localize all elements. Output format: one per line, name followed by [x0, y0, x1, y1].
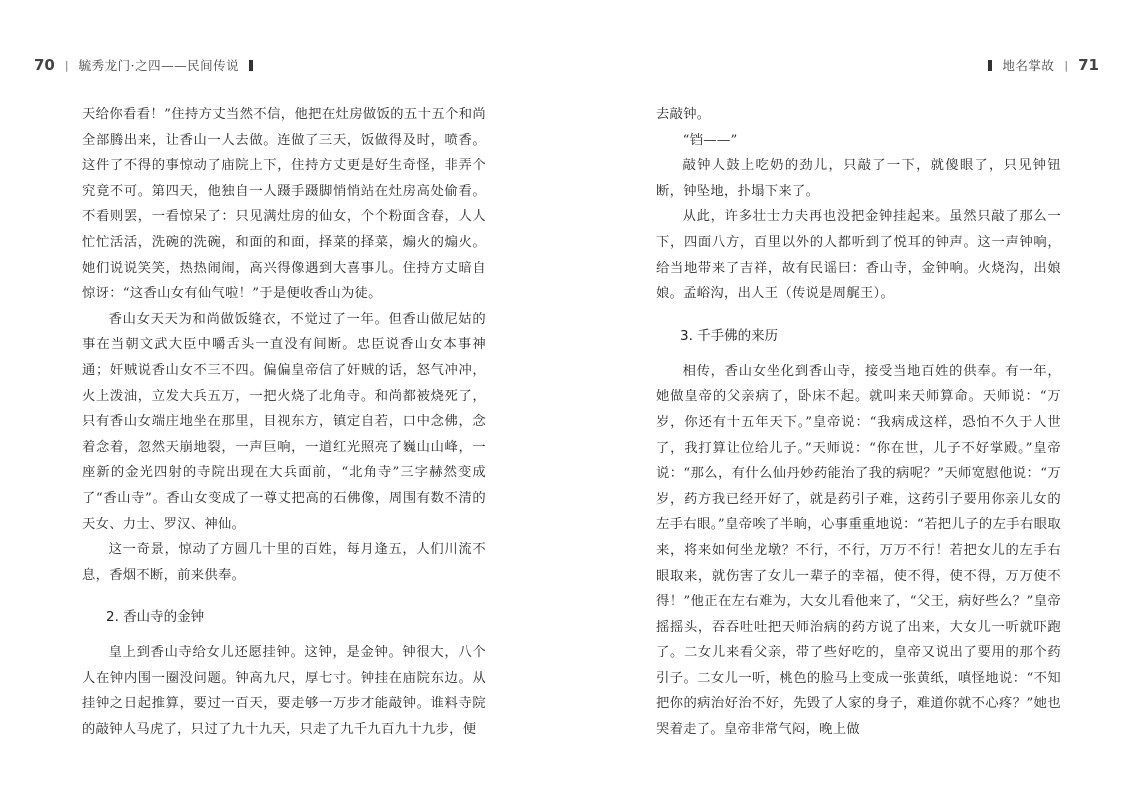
section-heading: 2. 香山寺的金钟: [106, 609, 205, 626]
section-heading: 3. 千手佛的来历: [680, 327, 779, 344]
left-page: [0, 0, 566, 799]
left-body-text: [82, 102, 486, 743]
left-header-title: 毓秀龙门·之四——民间传说: [78, 58, 240, 73]
right-page-header: [978, 54, 1099, 76]
header-separator: |: [1064, 58, 1069, 72]
paragraph: 敲钟人鼓上吃奶的劲儿，只敲了一下，就傻眼了，只见钟钮断，钟坠地，扑塌下来了。: [656, 158, 1061, 199]
header-separator: |: [64, 58, 69, 72]
paragraph: 相传，香山女坐化到香山寺，接受当地百姓的供奉。有一年，她做皇帝的父亲病了，卧床不起。就叫来天师算命。天师说：“万岁，你还有十五年天下。”皇帝说：“我病成这样，恐怕不久于人世了，我打算让位给儿子。”天师说：“你在世，儿子不好掌殿。”皇帝说：“那么，有什么仙丹妙药能治了我的病呢？”天师宽慰他说：“万岁，药方我已经开好了，就是药引子难，这药引子要用你亲儿女的左手右眼。”皇帝唉了半晌，心事重重地说：“若把儿子的左手右眼取来，将来如何坐龙墩？不行，不行，万万不行！若把女儿的左手右眼取来，就伤害了女儿一辈子的幸福，使不得，使不得，万万使不得！”他正在左右难为，大女儿看他来了，“父王，病好些么？”皇帝摇摇头，吞吞吐吐把天师治病的药方说了出来，大女儿一听就吓跑了。二女儿来看父亲，带了些好吃的，皇帝又说出了要用的那个药引子。二女儿一听，桃色的脸马上变成一张黄纸，嗔怪地说：“不知把你的病治好治不好，先毁了人家的身子，难道你就不心疼？”她也哭着走了。皇帝非常气闷，晚上做: [656, 363, 1061, 738]
paragraph: “铛——”: [682, 132, 738, 148]
right-body-text: [656, 102, 1061, 743]
left-page-number: 70: [34, 56, 55, 74]
right-page-number: 71: [1078, 56, 1099, 74]
paragraph: 从此，许多壮士力夫再也没把金钟挂起来。虽然只敲了那么一下，四面八方，百里以外的人都听到了悦耳的钟声。这一声钟响，给当地带来了吉祥，故有民谣曰：香山寺，金钟响。火烧沟，出娘娘。孟峪沟，出人王（传说是周艉王）。: [656, 209, 1061, 302]
header-block-mark: [249, 60, 253, 71]
paragraph: 皇上到香山寺给女儿还愿挂钟。这钟，是金钟。钟很大，八个人在钟内围一圈没问题。钟高九尺，厚七寸。钟挂在庙院东边。从挂钟之日起推算，要过一百天，要走够一万步才能敲钟。谁料寺院的敲钟人马虎了，只过了九十九天，只走了九千九百九十九步，便: [82, 645, 486, 738]
paragraph: 天给你看看！”住持方丈当然不信，他把在灶房做饭的五十五个和尚全部腾出来，让香山一人去做。连做了三天，饭做得及时，喷香。这件了不得的事惊动了庙院上下，住持方丈更是好生奇怪，非弄个究竟不可。第四天，他独自一人蹑手蹑脚悄悄站在灶房高处偷看。不看则罢，一看惊呆了：只见满灶房的仙女，个个粉面含春，人人忙忙活活，洗碗的洗碗，和面的和面，择菜的择菜，煽火的煽火。她们说说笑笑，热热闹闹，高兴得像遇到大喜事儿。住持方丈暗自惊讶：“这香山女有仙气啦！”于是便收香山为徒。: [82, 107, 486, 302]
paragraph: 这一奇景，惊动了方圆几十里的百姓，每月逢五，人们川流不息，香烟不断，前来供奉。: [82, 542, 486, 583]
paragraph: 香山女天天为和尚做饭缝衣，不觉过了一年。但香山做尼姑的事在当朝文武大臣中嚼舌头一直没有间断。忠臣说香山女本事神通；奸贼说香山女不三不四。偏偏皇帝信了奸贼的话，怒气冲冲，火上泼油，立发大兵五万，一把火烧了北角寺。和尚都被烧死了，只有香山女端庄地坐在那里，目视东方，镇定自若，口中念佛，念着念着，忽然天崩地裂，一声巨响，一道红光照亮了巍山山峰，一座新的金光四射的寺院出现在大兵面前，“北角寺”三字赫然变成了“香山寺”。香山女变成了一尊丈把高的石佛像，周围有数不清的天女、力士、罗汉、神仙。: [82, 311, 486, 532]
header-block-mark: [988, 60, 992, 71]
right-page: [566, 0, 1133, 799]
right-header-title: 地名掌故: [1002, 58, 1055, 73]
paragraph: 去敲钟。: [656, 107, 711, 122]
left-page-header: [34, 54, 263, 76]
